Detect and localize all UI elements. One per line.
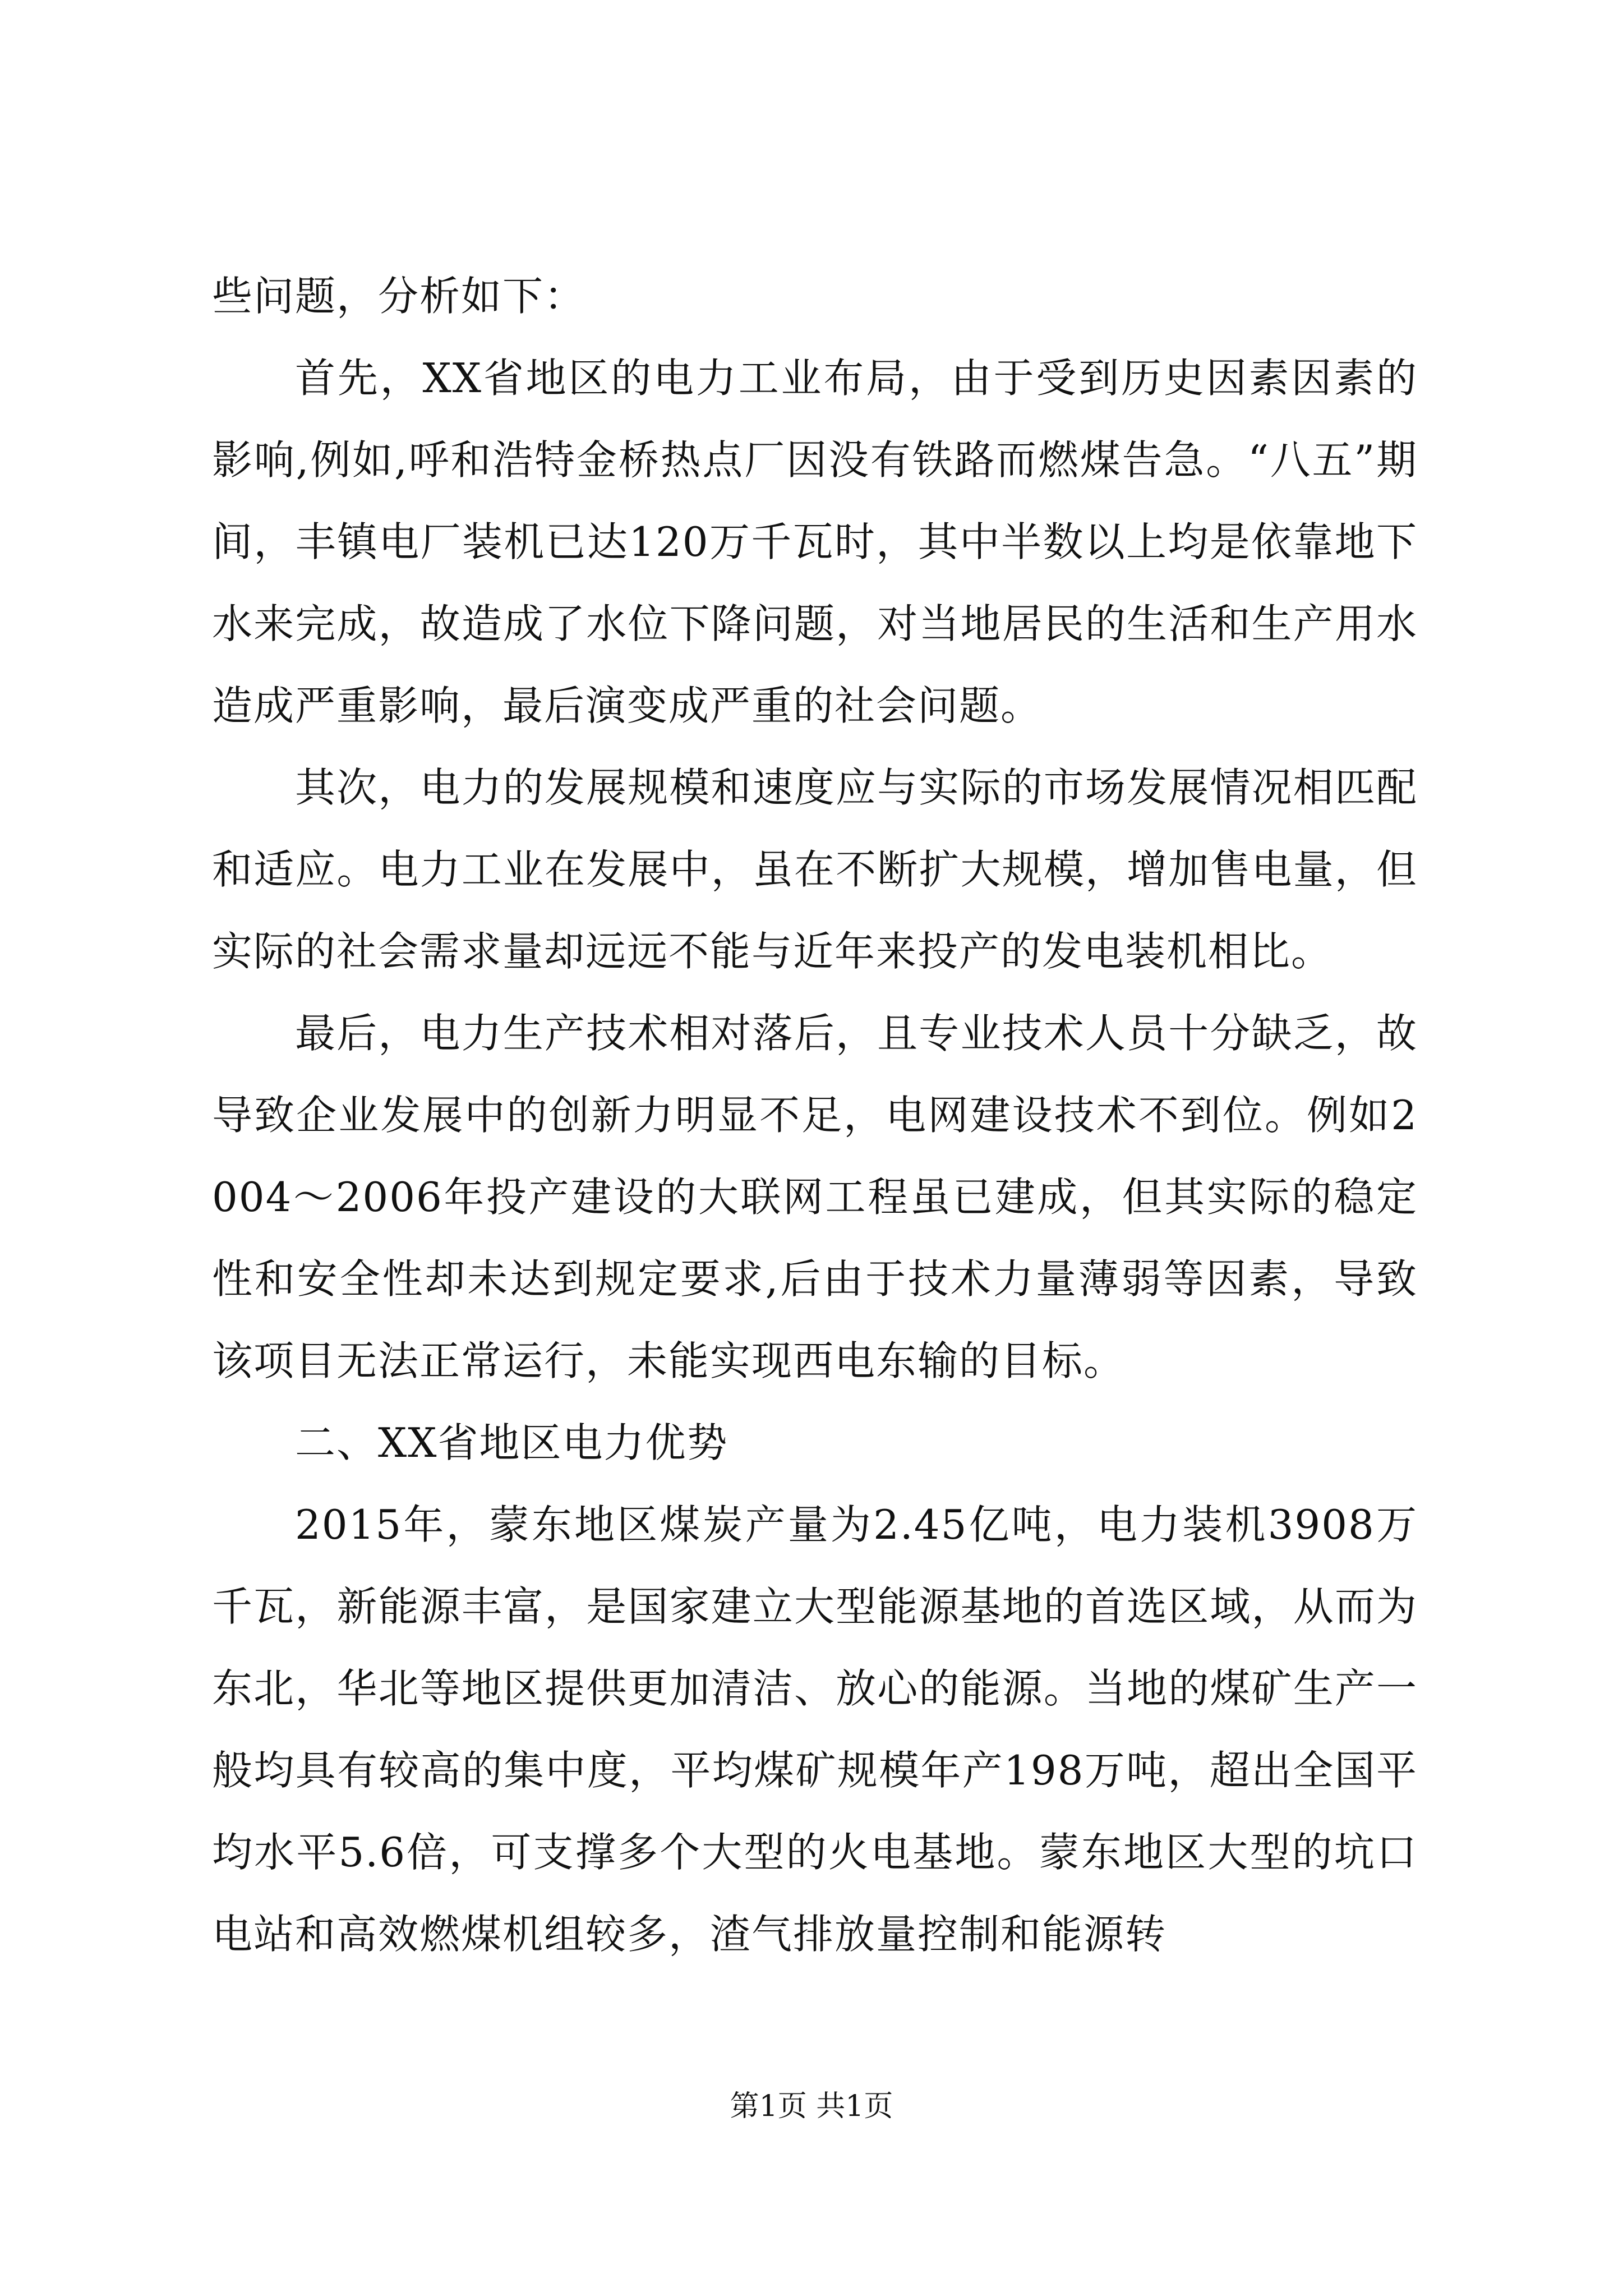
- paragraph-advantages: 2015年，蒙东地区煤炭产量为2.45亿吨，电力装机3908万千瓦，新能源丰富，是国家建立大型能源基地的首选区域，从而为东北，华北等地区提供更加清洁、放心的能源。当地的煤矿生产一般均具有较高的集中度，平均煤矿规模年产198万吨，超出全国平均水平5.6倍，可支撑多个大型的火电基地。蒙东地区大型的坑口电站和高效燃煤机组较多，渣气排放量控制和能源转: [212, 1501, 1418, 1958]
- page-footer: 第1页 共1页: [730, 2090, 893, 2123]
- section-heading: 二、XX省地区电力优势: [295, 1419, 728, 1466]
- paragraph-first-point: 首先，XX省地区的电力工业布局，由于受到历史因素因素的影响,例如,呼和浩特金桥热点厂因没有铁路而燃煤告急。“八五”期间，丰镇电厂装机已达120万千瓦时，其中半数以上均是依靠地下水来完成，故造成了水位下降问题，对当地居民的生活和生产用水造成严重影响，最后演变成严重的社会问题。: [212, 355, 1418, 729]
- paragraph-third-point: 最后，电力生产技术相对落后，且专业技术人员十分缺乏，故导致企业发展中的创新力明显不足，电网建设技术不到位。例如2004～2006年投产建设的大联网工程虽已建成，但其实际的稳定性和安全性却未达到规定要求,后由于技术力量薄弱等因素，导致该项目无法正常运行，未能实现西电东输的目标。: [212, 1010, 1418, 1384]
- paragraph-second-point: 其次，电力的发展规模和速度应与实际的市场发展情况相匹配和适应。电力工业在发展中，虽在不断扩大规模，增加售电量，但实际的社会需求量却远远不能与近年来投产的发电装机相比。: [212, 764, 1418, 975]
- document-body: [212, 255, 1418, 1975]
- paragraph-continuation: 些问题，分析如下：: [212, 273, 586, 320]
